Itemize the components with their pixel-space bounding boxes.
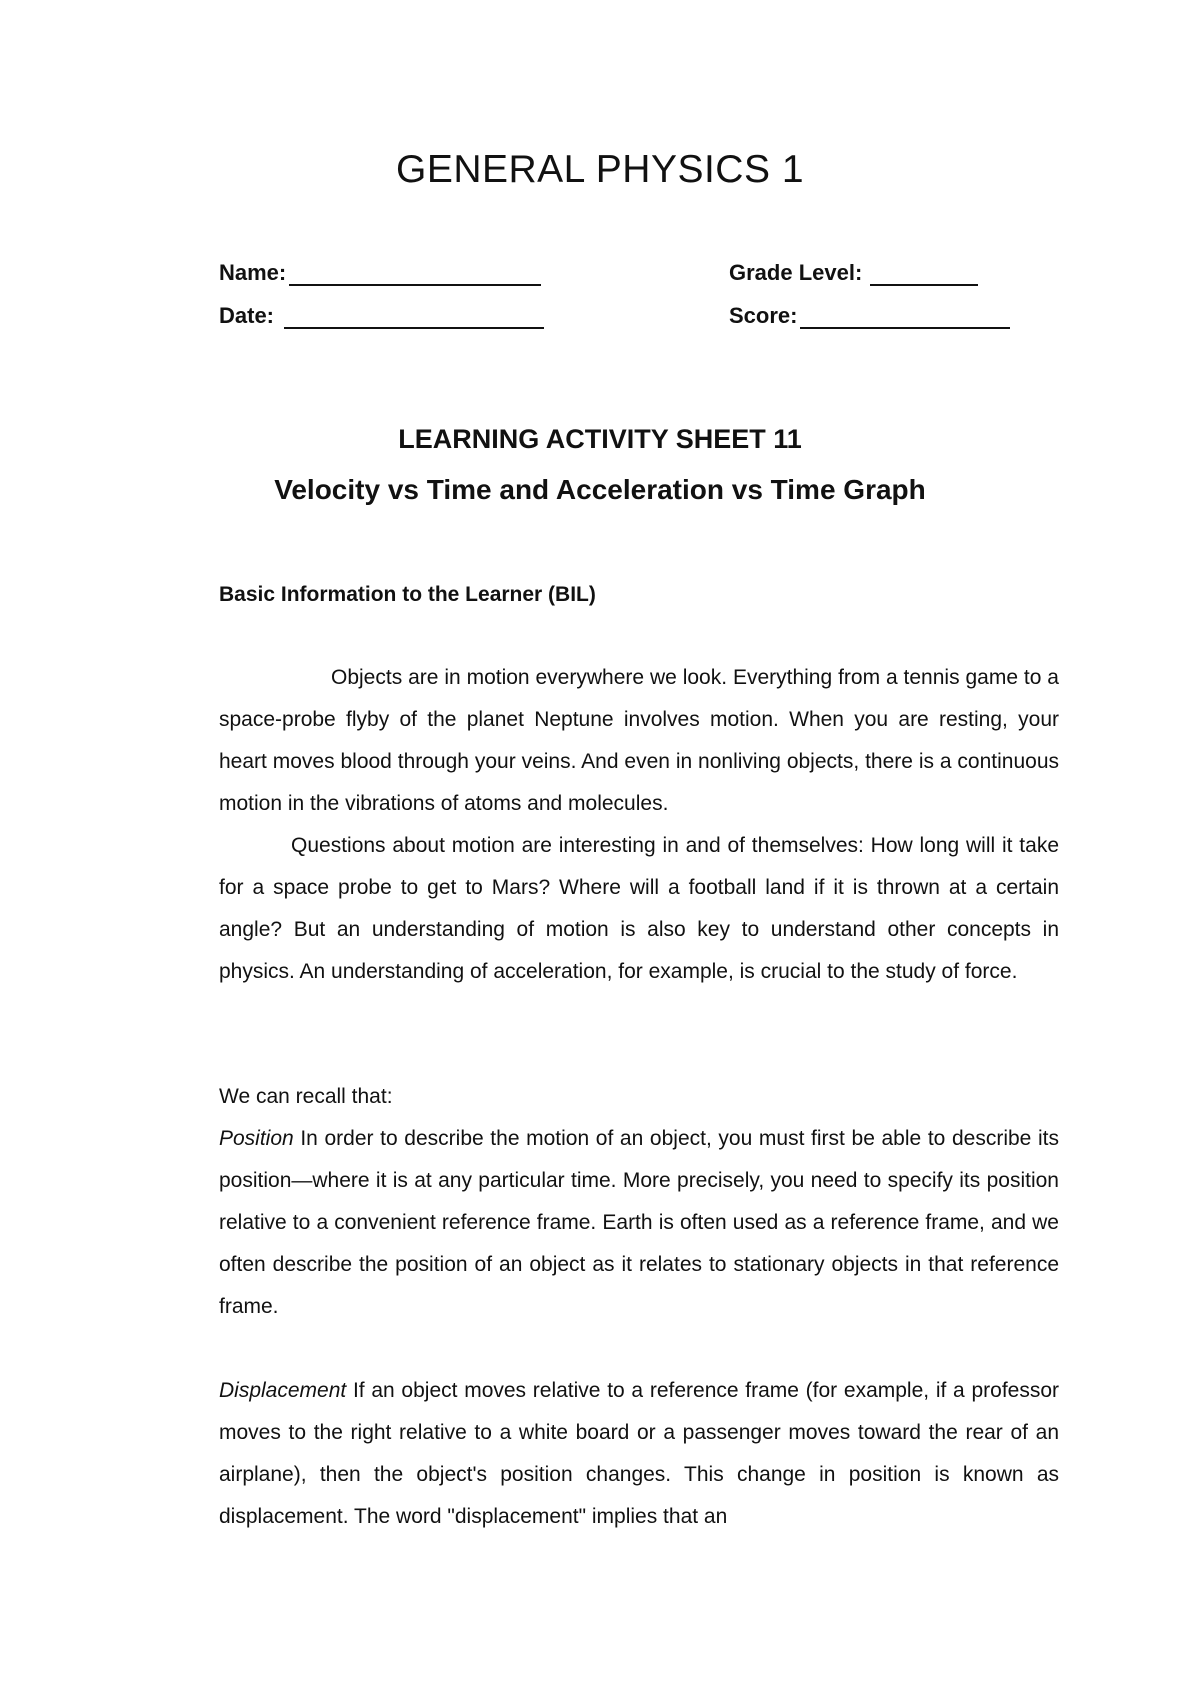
document-title: GENERAL PHYSICS 1: [395, 148, 805, 191]
name-field: [219, 256, 541, 286]
activity-sheet-title: LEARNING ACTIVITY SHEET 11: [398, 424, 802, 454]
section-heading: Basic Information to the Learner (BIL): [219, 583, 596, 606]
grade-level-blank-line[interactable]: [870, 262, 978, 286]
score-blank-line[interactable]: [800, 305, 1010, 329]
grade-level-field: [729, 256, 978, 286]
recall-intro: We can recall that:: [219, 1085, 393, 1108]
paragraph-position: [219, 1118, 1059, 1328]
score-label: Score:: [729, 303, 798, 328]
paragraph-questions-about-motion: Questions about motion are interesting in and of themselves: How long will it take for a space probe to get to Mars? Where will a football land if it is thrown at a certain angle? But an understanding of motion is also key to understand other concepts in physics. An understanding of acceleration, for example, is crucial to the study of force.: [219, 834, 1059, 983]
paragraph-displacement: [219, 1370, 1059, 1538]
date-field: [219, 299, 544, 329]
position-definition: In order to describe the motion of an object, you must first be able to describe its position—where it is at any particular time. More precisely, you need to specify its position relative to a convenient reference frame. Earth is often used as a reference frame, and we often describe the position of an object as it relates to stationary objects in that reference frame.: [219, 1127, 1059, 1318]
activity-sheet-subtitle: Velocity vs Time and Acceleration vs Time Graph: [274, 474, 926, 505]
name-label: Name:: [219, 260, 287, 285]
date-blank-line[interactable]: [284, 305, 544, 329]
position-term: Position: [219, 1127, 294, 1150]
displacement-definition: If an object moves relative to a reference frame (for example, if a professor moves to the right relative to a white board or a passenger moves toward the rear of an airplane), then the object's position changes. This change in position is known as displacement. The word "displacement" implies that an: [219, 1379, 1059, 1528]
score-field: [729, 299, 1010, 329]
grade-level-label: Grade Level:: [729, 260, 863, 285]
displacement-term: Displacement: [219, 1379, 347, 1402]
name-blank-line[interactable]: [289, 262, 541, 286]
paragraph-motion-everywhere: Objects are in motion everywhere we look. Everything from a tennis game to a space-probe flyby of the planet Neptune involves motion. When you are resting, your heart moves blood through your veins. And even in nonliving objects, there is a continuous motion in the vibrations of atoms and molecules.: [219, 666, 1059, 815]
date-label: Date:: [219, 303, 275, 328]
